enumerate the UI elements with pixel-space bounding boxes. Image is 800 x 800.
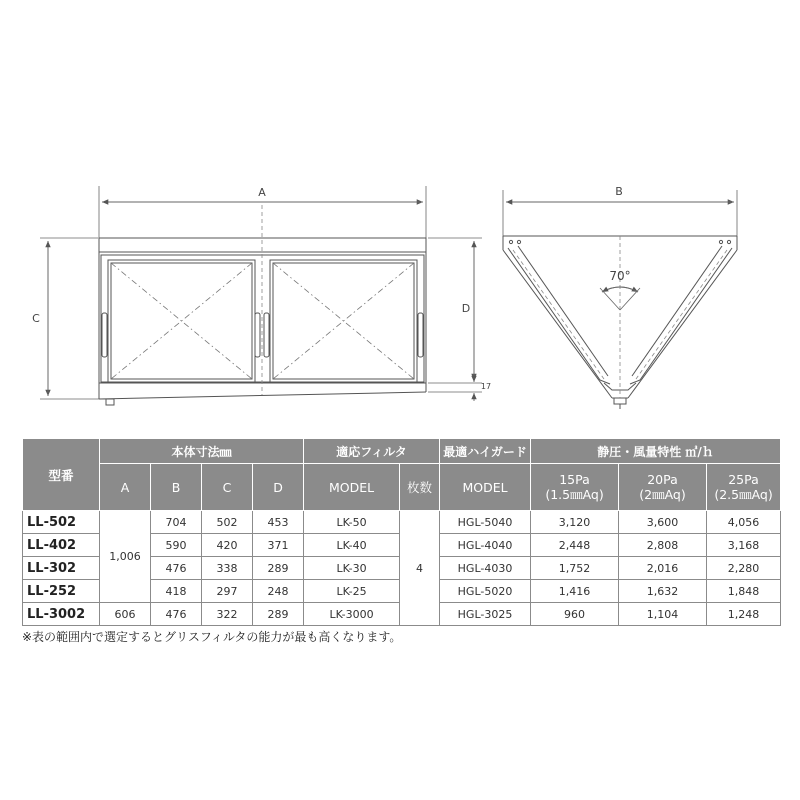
cell-15pa: 2,448 (531, 534, 619, 557)
dim-b-label: B (615, 185, 623, 198)
cell-20pa: 3,600 (619, 511, 707, 534)
cell-20pa: 2,016 (619, 557, 707, 580)
cell-filter: LK-50 (304, 511, 400, 534)
header-15pa-line2: (1.5㎜Aq) (545, 487, 604, 502)
cell-a-shared: 1,006 (100, 511, 151, 603)
header-20pa-line1: 20Pa (647, 472, 678, 487)
cell-d: 248 (253, 580, 304, 603)
cell-filter: LK-3000 (304, 603, 400, 626)
cell-25pa: 4,056 (707, 511, 781, 534)
dim-d-label: D (461, 302, 471, 315)
header-15pa (531, 464, 619, 511)
cell-b: 476 (151, 603, 202, 626)
cell-15pa: 1,416 (531, 580, 619, 603)
cell-c: 322 (202, 603, 253, 626)
cell-filter: LK-40 (304, 534, 400, 557)
dim-c-label: C (32, 312, 40, 325)
cell-20pa: 1,632 (619, 580, 707, 603)
cell-guard: HGL-5040 (440, 511, 531, 534)
cell-15pa: 3,120 (531, 511, 619, 534)
cell-filter: LK-25 (304, 580, 400, 603)
cell-d: 453 (253, 511, 304, 534)
cell-model: LL-502 (23, 511, 100, 534)
cell-d: 289 (253, 603, 304, 626)
dim-17-label: 17 (480, 382, 492, 391)
header-d: D (253, 464, 304, 511)
header-a: A (100, 464, 151, 511)
header-25pa-line1: 25Pa (728, 472, 759, 487)
dim-a-label: A (258, 186, 266, 199)
cell-b: 704 (151, 511, 202, 534)
cell-guard: HGL-4030 (440, 557, 531, 580)
cell-model: LL-302 (23, 557, 100, 580)
cell-25pa: 1,848 (707, 580, 781, 603)
cell-model: LL-402 (23, 534, 100, 557)
cell-20pa: 2,808 (619, 534, 707, 557)
cell-25pa: 1,248 (707, 603, 781, 626)
header-airflow: 静圧・風量特性 ㎥/ｈ (531, 439, 781, 464)
cell-model: LL-3002 (23, 603, 100, 626)
cell-a: 606 (100, 603, 151, 626)
cell-25pa: 3,168 (707, 534, 781, 557)
cell-guard: HGL-4040 (440, 534, 531, 557)
front-view (32, 186, 491, 405)
cell-d: 371 (253, 534, 304, 557)
cell-guard: HGL-5020 (440, 580, 531, 603)
header-20pa (619, 464, 707, 511)
cell-model: LL-252 (23, 580, 100, 603)
cell-c: 502 (202, 511, 253, 534)
header-c: C (202, 464, 253, 511)
cell-b: 590 (151, 534, 202, 557)
header-body-dims: 本体寸法㎜ (100, 439, 304, 464)
header-b: B (151, 464, 202, 511)
cell-d: 289 (253, 557, 304, 580)
cell-15pa: 960 (531, 603, 619, 626)
header-filter-model: MODEL (304, 464, 400, 511)
header-25pa (707, 464, 781, 511)
header-20pa-line2: (2㎜Aq) (639, 487, 686, 502)
header-guard-model: MODEL (440, 464, 531, 511)
side-view (503, 185, 737, 409)
cell-count-shared: 4 (400, 511, 440, 626)
header-25pa-line2: (2.5㎜Aq) (714, 487, 773, 502)
table-row (23, 511, 781, 534)
footnote: ※表の範囲内で選定するとグリスフィルタの能力が最も高くなります。 (22, 630, 402, 644)
header-model: 型番 (23, 439, 100, 511)
header-filter: 適応フィルタ (304, 439, 440, 464)
cell-b: 476 (151, 557, 202, 580)
cell-15pa: 1,752 (531, 557, 619, 580)
cell-c: 420 (202, 534, 253, 557)
cell-25pa: 2,280 (707, 557, 781, 580)
cell-20pa: 1,104 (619, 603, 707, 626)
spec-table (22, 438, 781, 626)
cell-filter: LK-30 (304, 557, 400, 580)
header-15pa-line1: 15Pa (559, 472, 590, 487)
header-grease-guard: 最適ハイガード (440, 439, 531, 464)
header-count: 枚数 (400, 464, 440, 511)
cell-guard: HGL-3025 (440, 603, 531, 626)
angle-label: 70° (609, 269, 631, 283)
cell-c: 338 (202, 557, 253, 580)
cell-b: 418 (151, 580, 202, 603)
cell-c: 297 (202, 580, 253, 603)
